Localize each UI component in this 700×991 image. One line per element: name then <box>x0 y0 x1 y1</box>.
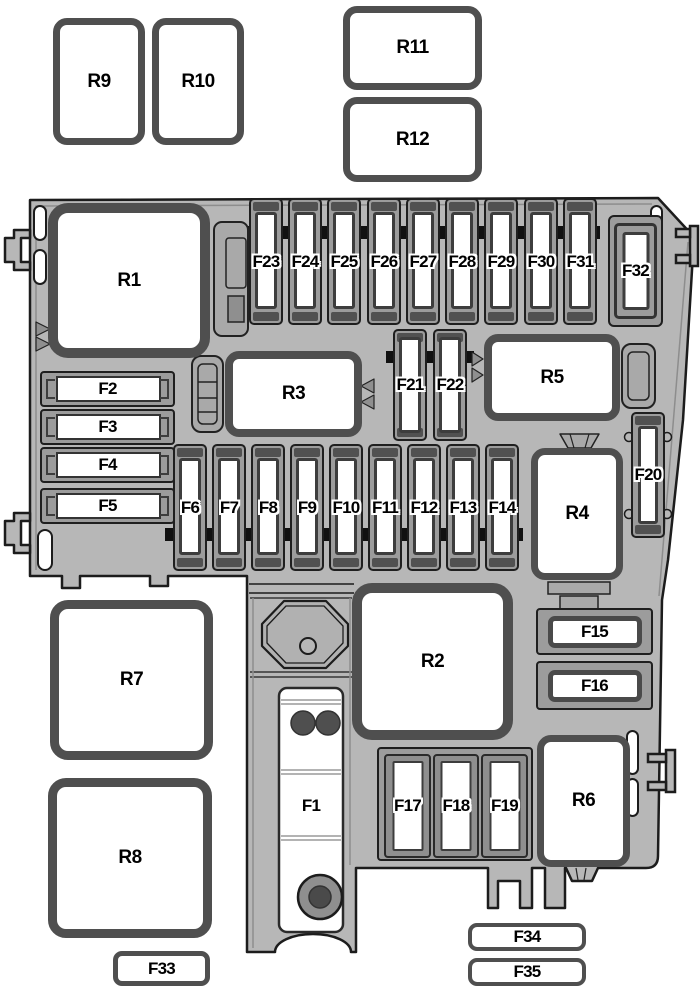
fuse-f23-label: F23 <box>252 251 280 271</box>
fuse-f8 <box>251 444 285 571</box>
fuse-f10 <box>329 444 363 571</box>
fuse-f4 <box>40 447 175 483</box>
fuse-f28-label: F28 <box>448 251 476 271</box>
fuse-f21 <box>393 329 427 441</box>
terminal-dot <box>316 711 340 735</box>
fuse-f22 <box>433 329 467 441</box>
fuse-f7 <box>212 444 246 571</box>
fuse-f11 <box>368 444 402 571</box>
fuse-f33-label: F33 <box>148 958 175 978</box>
fuse-f33 <box>113 951 210 986</box>
relay-r4 <box>531 448 623 580</box>
fuse-f35-label: F35 <box>513 962 541 981</box>
fuse-f21-label: F21 <box>396 375 424 394</box>
fuse-f27 <box>406 198 440 325</box>
fuse-f24-label: F24 <box>291 251 319 271</box>
relay-r3-label: R3 <box>281 383 306 404</box>
fuse-f3 <box>40 409 175 445</box>
relay-r4-label: R4 <box>565 503 589 524</box>
fuse-f1-label: F1 <box>301 796 321 815</box>
fuse-f9 <box>290 444 324 571</box>
fuse-f32 <box>608 215 663 327</box>
fuse-f17 <box>384 754 431 858</box>
fuse-f14 <box>485 444 519 571</box>
clip-left-top <box>5 230 30 270</box>
fuse-f24 <box>288 198 322 325</box>
fuse-f10-label: F10 <box>332 497 360 517</box>
connector-r5 <box>622 344 655 408</box>
relay-r8-label: R8 <box>118 847 142 868</box>
relay-r6-label: R6 <box>571 790 596 811</box>
fuse-f34 <box>468 923 586 951</box>
fuse-f2-label: F2 <box>98 379 117 398</box>
fuse-f19-label: F19 <box>491 796 518 815</box>
fuse-f14-label: F14 <box>488 497 516 517</box>
relay-r10 <box>152 18 244 145</box>
fuse-f5-label: F5 <box>98 496 117 515</box>
fuse-f29 <box>484 198 518 325</box>
fuse-f9-label: F9 <box>297 497 317 517</box>
fuse-f30 <box>524 198 558 325</box>
fuse-f25 <box>327 198 361 325</box>
relay-r2 <box>352 583 513 740</box>
clip-left-bottom <box>5 513 30 553</box>
fuse-f6 <box>173 444 207 571</box>
relay-r12-label: R12 <box>395 128 430 150</box>
fuse-f15-label: F15 <box>581 621 608 641</box>
relay-r2-label: R2 <box>420 650 445 672</box>
fuse-f26-label: F26 <box>370 251 398 271</box>
relay-r9-label: R9 <box>87 70 111 92</box>
relay-r6 <box>537 735 630 867</box>
fuse-f32-label: F32 <box>622 261 649 280</box>
fuse-f18 <box>433 754 479 858</box>
fuse-f7-label: F7 <box>219 497 239 517</box>
relay-r5 <box>484 334 620 421</box>
connector-r3 <box>192 356 223 432</box>
bolt-head <box>309 886 331 908</box>
fuse-f23 <box>249 198 283 325</box>
fuse-f13-label: F13 <box>449 497 477 517</box>
fuse-f25-label: F25 <box>330 251 358 271</box>
fuse-f3-label: F3 <box>98 417 117 436</box>
fuse-f15 <box>536 608 653 655</box>
fuse-f13 <box>446 444 480 571</box>
fuse-f34-label: F34 <box>513 927 541 946</box>
fuse-f20-label: F20 <box>634 465 662 484</box>
fuse-f17-label: F17 <box>394 796 421 815</box>
relay-r1 <box>48 203 210 358</box>
fuse-group-f17-f19 <box>377 747 533 861</box>
fuse-f20 <box>631 412 665 538</box>
fuse-f18-label: F18 <box>442 796 470 815</box>
fuse-f35 <box>468 958 586 986</box>
fuse-f27-label: F27 <box>409 251 437 271</box>
relay-r8 <box>48 778 212 938</box>
fuse-f12-label: F12 <box>410 497 438 517</box>
fuse-f26 <box>367 198 401 325</box>
relay-r11 <box>343 6 482 90</box>
fuse-f6-label: F6 <box>180 497 200 517</box>
fuse-f28 <box>445 198 479 325</box>
fuse-f2 <box>40 371 175 407</box>
relay-r7 <box>50 600 213 760</box>
fuse-f4-label: F4 <box>98 455 117 474</box>
fuse-f12 <box>407 444 441 571</box>
terminal-dot <box>291 711 315 735</box>
relay-r12 <box>343 97 482 182</box>
fuse-f30-label: F30 <box>527 251 555 271</box>
fuse-f29-label: F29 <box>487 251 515 271</box>
fuse-f8-label: F8 <box>258 497 278 517</box>
relay-r11-label: R11 <box>396 37 429 58</box>
relay-r1-label: R1 <box>117 269 141 291</box>
relay-r10-label: R10 <box>181 70 215 92</box>
fuse-f11-label: F11 <box>372 497 398 517</box>
relay-r9 <box>53 18 145 145</box>
fuse-f16-label: F16 <box>581 675 608 695</box>
relay-r3 <box>225 351 362 437</box>
fuse-f22-label: F22 <box>436 375 464 394</box>
connector-r1 <box>214 222 248 336</box>
relay-r5-label: R5 <box>540 366 564 388</box>
fuse-f31 <box>563 198 597 325</box>
fuse-f19 <box>481 754 528 858</box>
fuse-f31-label: F31 <box>566 251 594 271</box>
relay-r7-label: R7 <box>119 669 144 690</box>
fuse-f16 <box>536 661 653 710</box>
fuse-f5 <box>40 488 175 524</box>
